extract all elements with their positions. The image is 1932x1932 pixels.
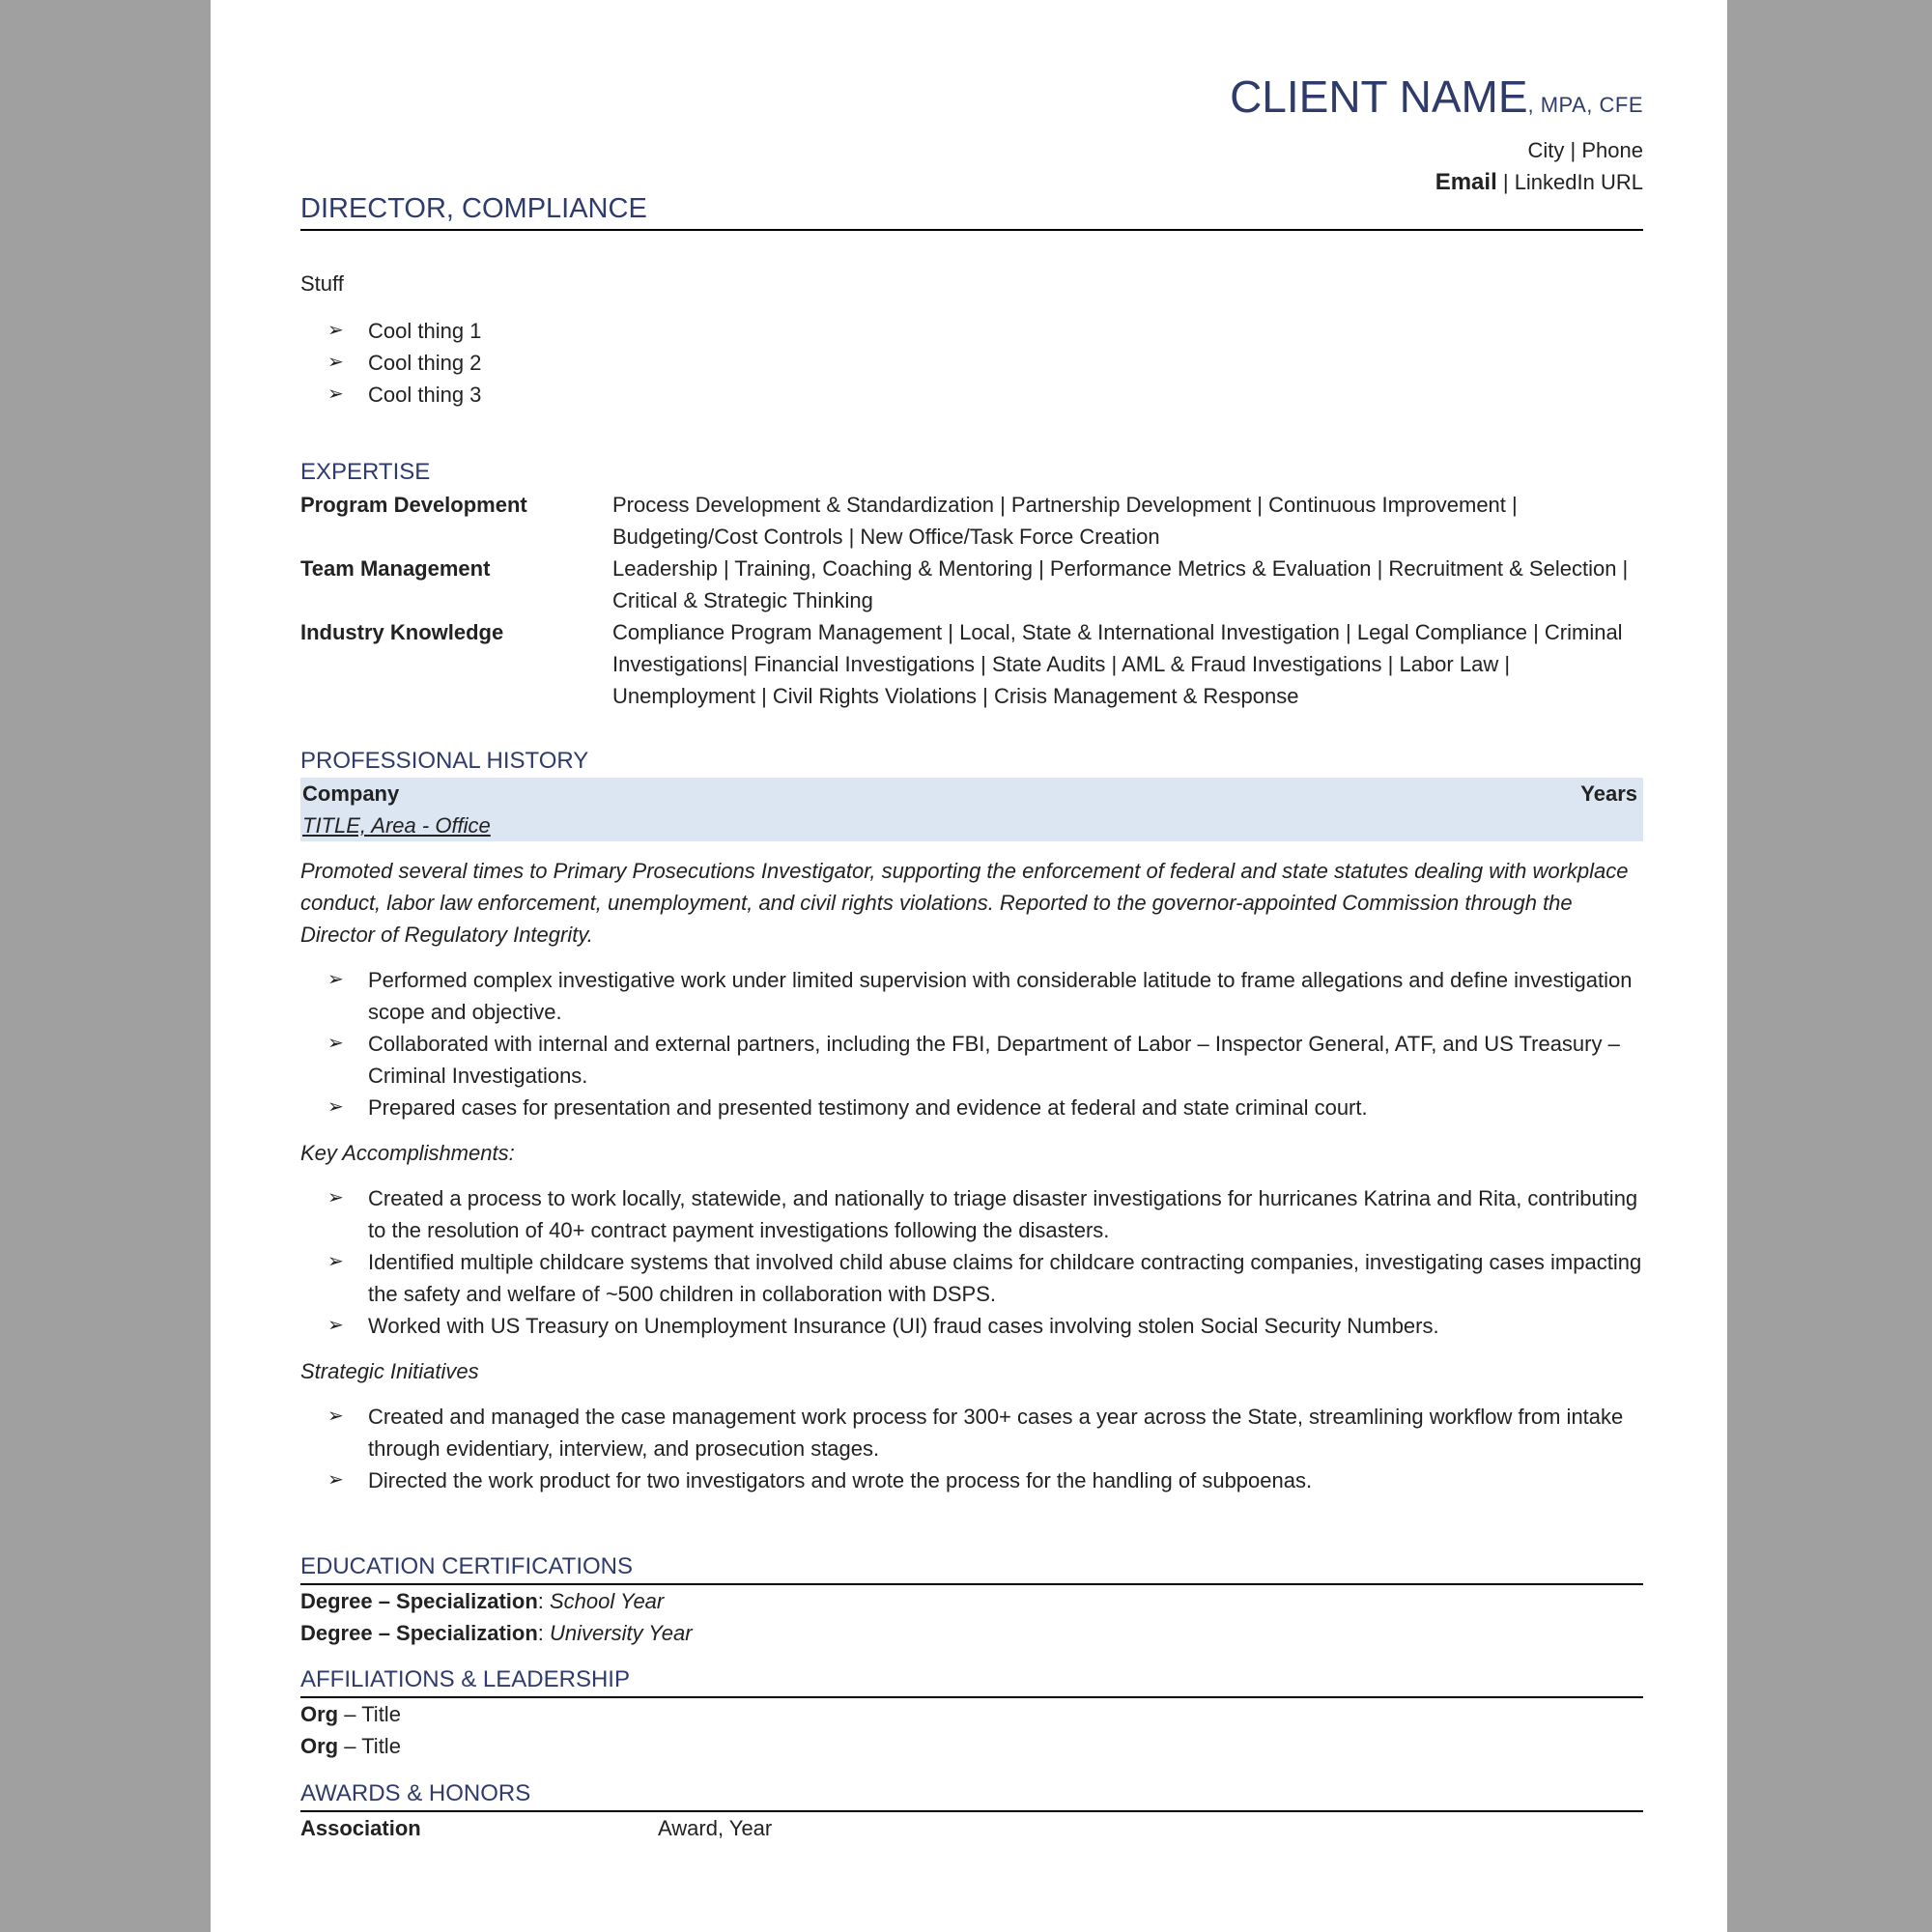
list-item (300, 315, 1643, 347)
arrow-bullet-icon: ➢ (327, 1406, 344, 1427)
summary-bullets (300, 315, 1643, 411)
bullet-text: Cool thing 1 (368, 319, 482, 343)
arrow-bullet-icon: ➢ (327, 1251, 344, 1272)
history-heading: PROFESSIONAL HISTORY (300, 748, 589, 774)
initiatives-list (300, 1401, 1643, 1496)
arrow-bullet-icon: ➢ (327, 320, 344, 341)
affiliations-section (300, 1663, 1643, 1762)
expertise-row (300, 489, 1643, 553)
org-title: Title (361, 1702, 401, 1726)
expertise-row (300, 616, 1643, 712)
summary-intro: Stuff (300, 271, 344, 296)
expertise-row (300, 553, 1643, 616)
history-section (300, 745, 1643, 1496)
list-item (300, 1092, 1643, 1123)
expertise-label: Industry Knowledge (300, 620, 504, 644)
awards-section (300, 1777, 1643, 1844)
education-item: Degree – Specialization: School Year (300, 1589, 665, 1613)
affiliation-item: Org – Title (300, 1734, 401, 1758)
list-item (300, 1464, 1643, 1496)
arrow-bullet-icon: ➢ (327, 1469, 344, 1491)
arrow-bullet-icon: ➢ (327, 384, 344, 405)
accomplishments-list (300, 1182, 1643, 1342)
arrow-bullet-icon: ➢ (327, 1315, 344, 1336)
expertise-label: Program Development (300, 493, 527, 517)
school-year: School Year (550, 1589, 665, 1613)
org: Org (300, 1702, 339, 1726)
email: Email (1435, 169, 1497, 195)
expertise-value: Compliance Program Management | Local, State & International Investigation | Legal Compliance | Criminal Investigations| Financial Investigations | State Audits | AML & Fraud Investigations | Labor Law | Unemployment | Civil Rights Violations | Crisis Management & Response (612, 620, 1623, 708)
bullet-text: Cool thing 2 (368, 351, 482, 375)
list-item (300, 1028, 1643, 1092)
duties-list (300, 964, 1643, 1123)
expertise-label: Team Management (300, 556, 491, 581)
bullet-text: Cool thing 3 (368, 383, 482, 407)
phone: Phone (1581, 138, 1643, 162)
org-title: Title (361, 1734, 401, 1758)
education-section (300, 1550, 1643, 1649)
list-item (300, 347, 1643, 379)
affiliations-heading: AFFILIATIONS & LEADERSHIP (300, 1663, 1643, 1698)
company: Company (302, 781, 400, 806)
degree: Degree – Specialization (300, 1621, 538, 1645)
initiatives-heading: Strategic Initiatives (300, 1359, 479, 1383)
bullet-text: Prepared cases for presentation and presented testimony and evidence at federal and state criminal court. (368, 1095, 1368, 1120)
bullet-text: Created a process to work locally, statewide, and nationally to triage disaster investigations for hurricanes Katrina and Rita, contributing to the resolution of 40+ contract payment investigations following the disasters. (368, 1186, 1638, 1242)
job-title: DIRECTOR, COMPLIANCE (300, 193, 1643, 231)
client-name-text: CLIENT NAME (1230, 71, 1528, 122)
resume-header (1230, 68, 1643, 198)
list-item (300, 1246, 1643, 1310)
role-description: Promoted several times to Primary Prosecutions Investigator, supporting the enforcement of federal and state statutes dealing with workplace conduct, labor law enforcement, unemployment, and civil rights violations. Reported to the governor-appointed Commission through the Director of Regulatory Integrity. (300, 859, 1629, 947)
expertise-section (300, 456, 1643, 712)
list-item (300, 1401, 1643, 1464)
city: City (1527, 138, 1565, 162)
years: Years (1580, 781, 1637, 806)
association: Association (300, 1816, 421, 1840)
arrow-bullet-icon: ➢ (327, 969, 344, 990)
accomplishments-heading: Key Accomplishments: (300, 1141, 515, 1165)
list-item (300, 379, 1643, 411)
arrow-bullet-icon: ➢ (327, 1096, 344, 1118)
award-row (300, 1812, 1643, 1844)
bullet-text: Worked with US Treasury on Unemployment Insurance (UI) fraud cases involving stolen Social Security Numbers. (368, 1314, 1439, 1338)
award-year: Award, Year (658, 1816, 773, 1840)
awards-heading: AWARDS & HONORS (300, 1777, 1643, 1812)
bullet-text: Collaborated with internal and external partners, including the FBI, Department of Labor – Inspector General, ATF, and US Treasury – Criminal Investigations. (368, 1032, 1620, 1088)
credentials: , MPA, CFE (1527, 93, 1643, 117)
expertise-value: Leadership | Training, Coaching & Mentoring | Performance Metrics & Evaluation | Recruitment & Selection | Critical & Strategic Thinking (612, 556, 1629, 612)
expertise-value: Process Development & Standardization | Partnership Development | Continuous Improvement | Budgeting/Cost Controls | New Office/Task Force Creation (612, 493, 1518, 549)
org: Org (300, 1734, 339, 1758)
arrow-bullet-icon: ➢ (327, 1033, 344, 1054)
company-band (300, 778, 1643, 841)
degree: Degree – Specialization (300, 1589, 538, 1613)
list-item (300, 1182, 1643, 1246)
client-name (1230, 68, 1643, 134)
summary-section (300, 268, 1643, 411)
company-row (302, 778, 1637, 810)
list-item (300, 964, 1643, 1028)
education-item: Degree – Specialization: University Year (300, 1621, 693, 1645)
city-phone-line (1230, 134, 1643, 166)
list-item (300, 1310, 1643, 1342)
expertise-heading: EXPERTISE (300, 459, 431, 485)
arrow-bullet-icon: ➢ (327, 352, 344, 373)
bullet-text: Identified multiple childcare systems that involved child abuse claims for childcare contracting companies, investigating cases impacting the safety and welfare of ~500 children in collaboration with DSPS. (368, 1250, 1642, 1306)
bullet-text: Directed the work product for two investigators and wrote the process for the handling of subpoenas. (368, 1468, 1313, 1492)
resume-page (211, 0, 1727, 1932)
affiliation-item: Org – Title (300, 1702, 401, 1726)
bullet-text: Created and managed the case management work process for 300+ cases a year across the State, streamlining workflow from intake through evidentiary, interview, and prosecution stages. (368, 1405, 1624, 1461)
separator: | (1564, 138, 1582, 162)
separator: | (1496, 170, 1515, 194)
linkedin-url: LinkedIn URL (1514, 170, 1643, 194)
education-heading: EDUCATION CERTIFICATIONS (300, 1550, 1643, 1585)
bullet-text: Performed complex investigative work under limited supervision with considerable latitude to frame allegations and define investigation scope and objective. (368, 968, 1633, 1024)
university-year: University Year (550, 1621, 693, 1645)
arrow-bullet-icon: ➢ (327, 1187, 344, 1208)
title-office: TITLE, Area - Office (302, 813, 491, 838)
